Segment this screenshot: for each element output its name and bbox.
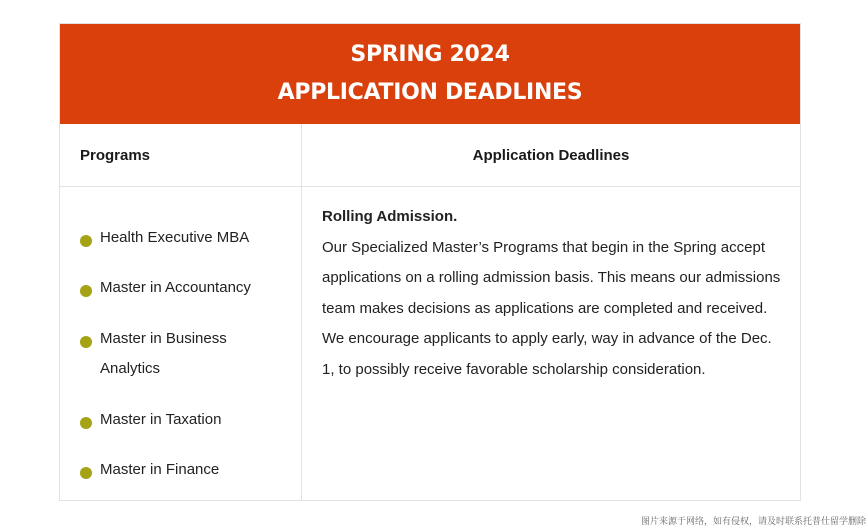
image-source-notice: 图片来源于网络，如有侵权，请及时联系托普仕留学删除 [640,516,866,526]
program-item-health-executive-mba [80,223,290,253]
bullet-icon [80,467,92,479]
header-divider [60,186,800,187]
program-item-master-in-finance [80,455,290,485]
bullet-icon [80,235,92,247]
program-label: Master in Taxation [100,411,222,428]
bullet-icon [80,417,92,429]
programs-header: Programs [80,146,151,164]
deadline-paragraph-encourage: We encourage applicants to apply early, way in advance of the Dec. 1, to possibly receive favorable scholarship consideration. [322,330,772,378]
banner-title-deadlines: APPLICATION DEADLINES [277,80,583,105]
deadline-title: Rolling Admission. [322,208,458,225]
deadlines-table [60,124,800,500]
deadlines-header: Application Deadlines [472,146,630,164]
program-label: Health Executive MBA [100,229,250,246]
deadlines-card [59,23,801,501]
program-item-master-in-accountancy [80,273,290,303]
program-item-master-in-business-analytics [80,324,290,384]
program-item-master-in-taxation [80,405,290,435]
deadline-description [322,202,787,385]
program-label: Master in Accountancy [100,279,251,296]
deadlines-banner [60,24,800,124]
bullet-icon [80,336,92,348]
program-label: Master in Finance [100,461,220,478]
deadline-paragraph-rolling: Our Specialized Master’s Programs that begin in the Spring accept applications on a rolling admission basis. This means our admissions team makes decisions as applications are completed and received. [322,238,781,317]
banner-title-season: SPRING 2024 [350,42,510,67]
bullet-icon [80,285,92,297]
program-label: Master in Business Analytics [100,330,227,377]
